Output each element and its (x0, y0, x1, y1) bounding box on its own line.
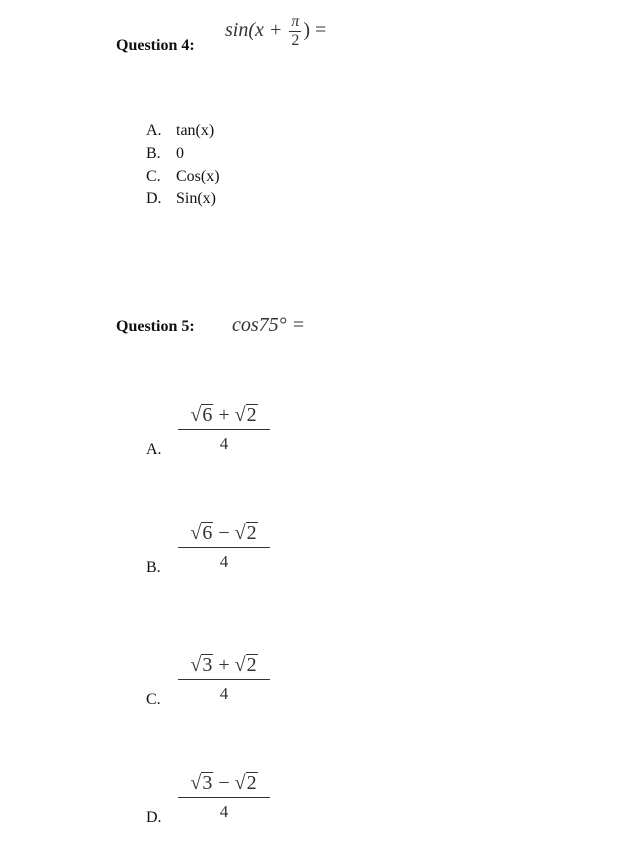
radicand: 2 (246, 522, 257, 544)
q4-expr-suffix: ) = (303, 19, 327, 42)
option-letter: C. (146, 168, 161, 185)
radicand: 6 (202, 522, 213, 544)
sqrt-icon: √ (234, 404, 246, 426)
fraction-numerator (178, 652, 270, 680)
option-letter: D. (146, 190, 162, 207)
q4-option-a[interactable] (146, 122, 214, 140)
radicand: 2 (246, 404, 257, 426)
pi-over-2-fraction (289, 14, 301, 49)
fraction-numerator (178, 520, 270, 548)
fraction-numerator (178, 402, 270, 430)
q5-option-b-letter[interactable]: B. (146, 559, 161, 576)
q4-option-d[interactable] (146, 190, 216, 208)
sqrt-term (190, 770, 213, 797)
sqrt-term (190, 520, 213, 547)
option-text: tan(x) (176, 122, 215, 139)
sqrt-icon: √ (190, 654, 202, 676)
q5-option-c-fraction (178, 652, 270, 704)
sqrt-icon: √ (190, 772, 202, 794)
sqrt-term (235, 652, 258, 679)
fraction-denominator: 4 (219, 434, 229, 453)
q5-option-a-letter[interactable]: A. (146, 441, 162, 458)
sqrt-term (190, 402, 213, 429)
operator: + (218, 404, 230, 426)
option-text: 0 (176, 145, 184, 162)
fraction-denominator: 4 (219, 802, 229, 821)
fraction-denominator: 4 (219, 684, 229, 703)
sqrt-icon: √ (190, 522, 202, 544)
fraction-numerator (178, 770, 270, 798)
q4-option-b[interactable] (146, 145, 184, 163)
q5-option-d-letter[interactable]: D. (146, 809, 162, 826)
radicand: 3 (202, 772, 213, 794)
q5-option-d-fraction (178, 770, 270, 822)
fraction-numerator: π (291, 13, 300, 30)
sqrt-term (190, 652, 213, 679)
option-text: Sin(x) (176, 190, 216, 207)
radicand: 2 (246, 654, 257, 676)
q4-expr-prefix: sin(x + (225, 19, 288, 42)
radicand: 6 (202, 404, 213, 426)
option-letter: A. (146, 122, 162, 139)
q5-option-c-letter[interactable]: C. (146, 691, 161, 708)
question-5-label: Question 5: (116, 318, 195, 335)
question-5-expression: cos75° = (232, 314, 306, 336)
operator: − (218, 522, 230, 544)
q5-option-a-fraction (178, 402, 270, 454)
fraction-denominator: 4 (219, 552, 229, 571)
sqrt-term (235, 402, 258, 429)
sqrt-icon: √ (234, 654, 246, 676)
sqrt-term (235, 770, 258, 797)
sqrt-icon: √ (234, 522, 246, 544)
radicand: 2 (246, 772, 257, 794)
sqrt-icon: √ (234, 772, 246, 794)
q5-option-b-fraction (178, 520, 270, 572)
sqrt-icon: √ (190, 404, 202, 426)
question-4-label: Question 4: (116, 37, 195, 54)
fraction-denominator: 2 (291, 32, 300, 49)
operator: − (218, 772, 230, 794)
radicand: 3 (202, 654, 213, 676)
option-letter: B. (146, 145, 161, 162)
operator: + (218, 654, 230, 676)
option-text: Cos(x) (176, 168, 220, 185)
question-4-expression (225, 14, 326, 49)
sqrt-term (235, 520, 258, 547)
q4-option-c[interactable] (146, 168, 220, 186)
